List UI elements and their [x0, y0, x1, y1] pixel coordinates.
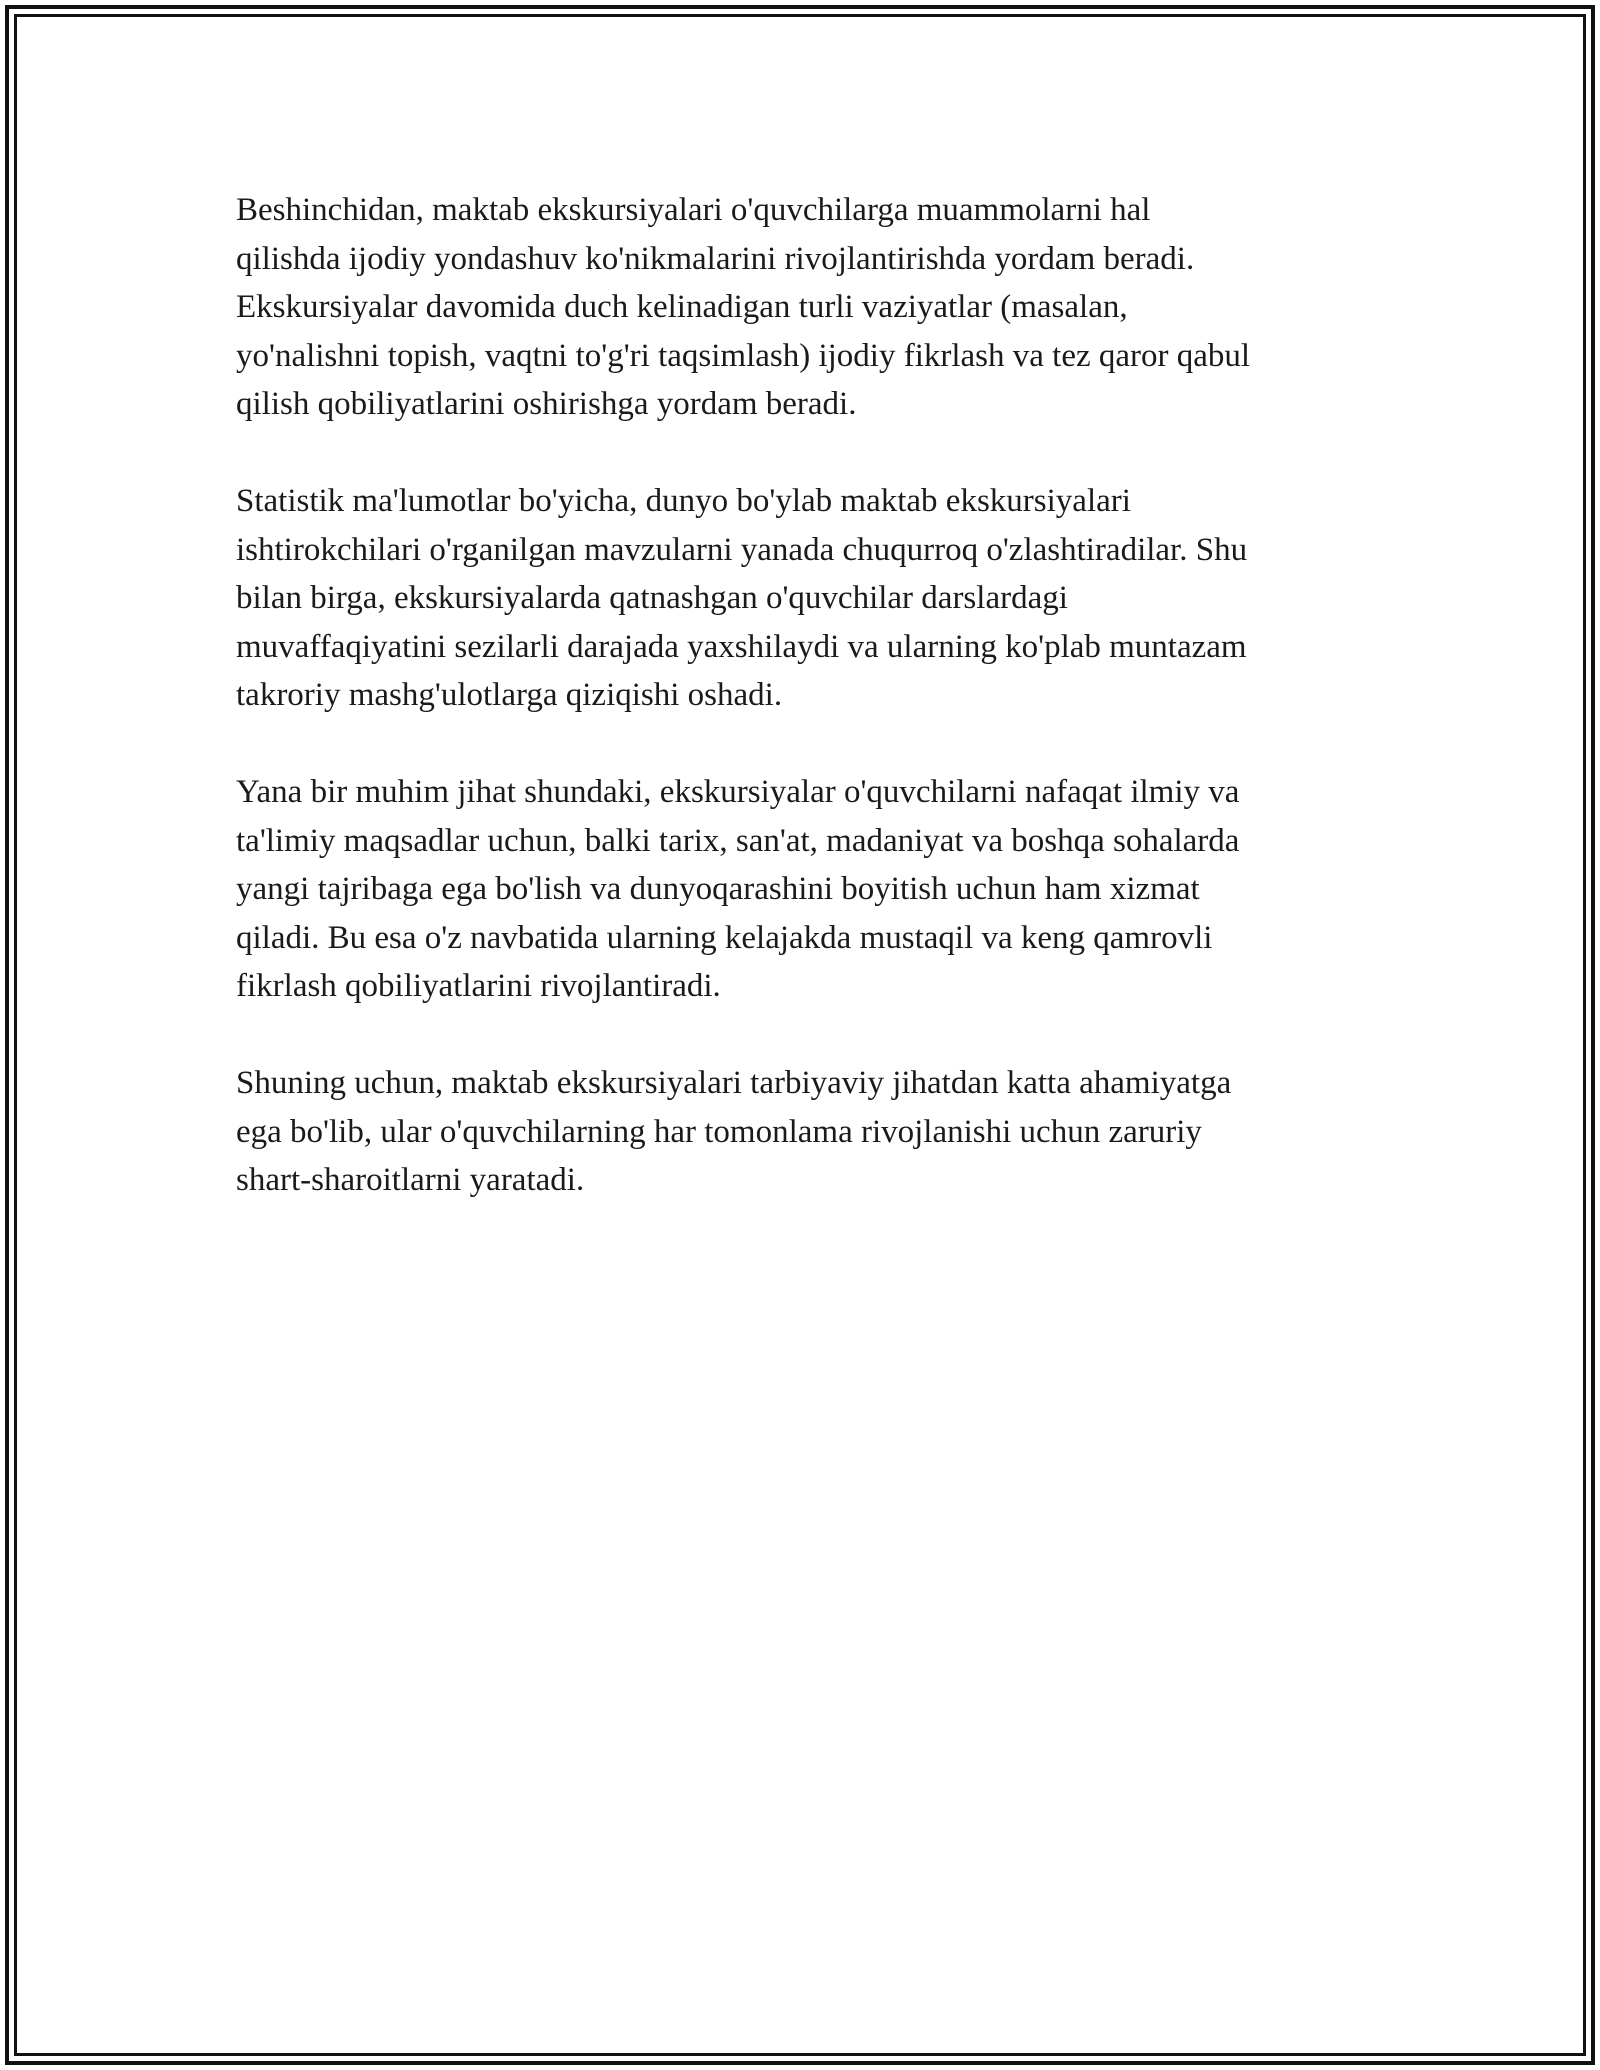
- text-line: yangi tajribaga ega bo'lish va dunyoqarashini boyitish uchun ham xizmat: [236, 871, 1200, 907]
- paragraph-2: [236, 477, 1386, 720]
- document-body: [236, 186, 1386, 1253]
- text-line: shart-sharoitlarni yaratadi.: [236, 1162, 585, 1198]
- text-line: Statistik ma'lumotlar bo'yicha, dunyo bo'ylab maktab ekskursiyalari: [236, 483, 1131, 519]
- text-line: bilan birga, ekskursiyalarda qatnashgan o'quvchilar darslardagi: [236, 580, 1068, 616]
- text-line: Beshinchidan, maktab ekskursiyalari o'quvchilarga muammolarni hal: [236, 192, 1151, 228]
- text-line: fikrlash qobiliyatlarini rivojlantiradi.: [236, 968, 721, 1004]
- text-line: qilish qobiliyatlarini oshirishga yordam beradi.: [236, 386, 857, 422]
- text-line: ta'limiy maqsadlar uchun, balki tarix, san'at, madaniyat va boshqa sohalarda: [236, 822, 1240, 859]
- text-line: qilishda ijodiy yondashuv ko'nikmalarini rivojlantirishda yordam beradi.: [236, 240, 1195, 277]
- paragraph-1: [236, 186, 1386, 429]
- text-line: ishtirokchilari o'rganilgan mavzularni yanada chuqurroq o'zlashtiradilar. Shu: [236, 531, 1248, 568]
- text-line: takroriy mashg'ulotlarga qiziqishi oshadi.: [236, 677, 783, 713]
- paragraph-4: [236, 1059, 1386, 1205]
- text-line: yo'nalishni topish, vaqtni to'g'ri taqsimlash) ijodiy fikrlash va tez qaror qabul: [236, 337, 1251, 374]
- paragraph-3: [236, 768, 1386, 1011]
- text-line: Shuning uchun, maktab ekskursiyalari tarbiyaviy jihatdan katta ahamiyatga: [236, 1065, 1232, 1101]
- text-line: muvaffaqiyatini sezilarli darajada yaxshilaydi va ularning ko'plab muntazam: [236, 628, 1247, 665]
- text-line: qiladi. Bu esa o'z navbatida ularning kelajakda mustaqil va keng qamrovli: [236, 919, 1213, 956]
- text-line: Yana bir muhim jihat shundaki, ekskursiyalar o'quvchilarni nafaqat ilmiy va: [236, 774, 1240, 810]
- text-line: Ekskursiyalar davomida duch kelinadigan turli vaziyatlar (masalan,: [236, 289, 1128, 325]
- text-line: ega bo'lib, ular o'quvchilarning har tomonlama rivojlanishi uchun zaruriy: [236, 1113, 1202, 1150]
